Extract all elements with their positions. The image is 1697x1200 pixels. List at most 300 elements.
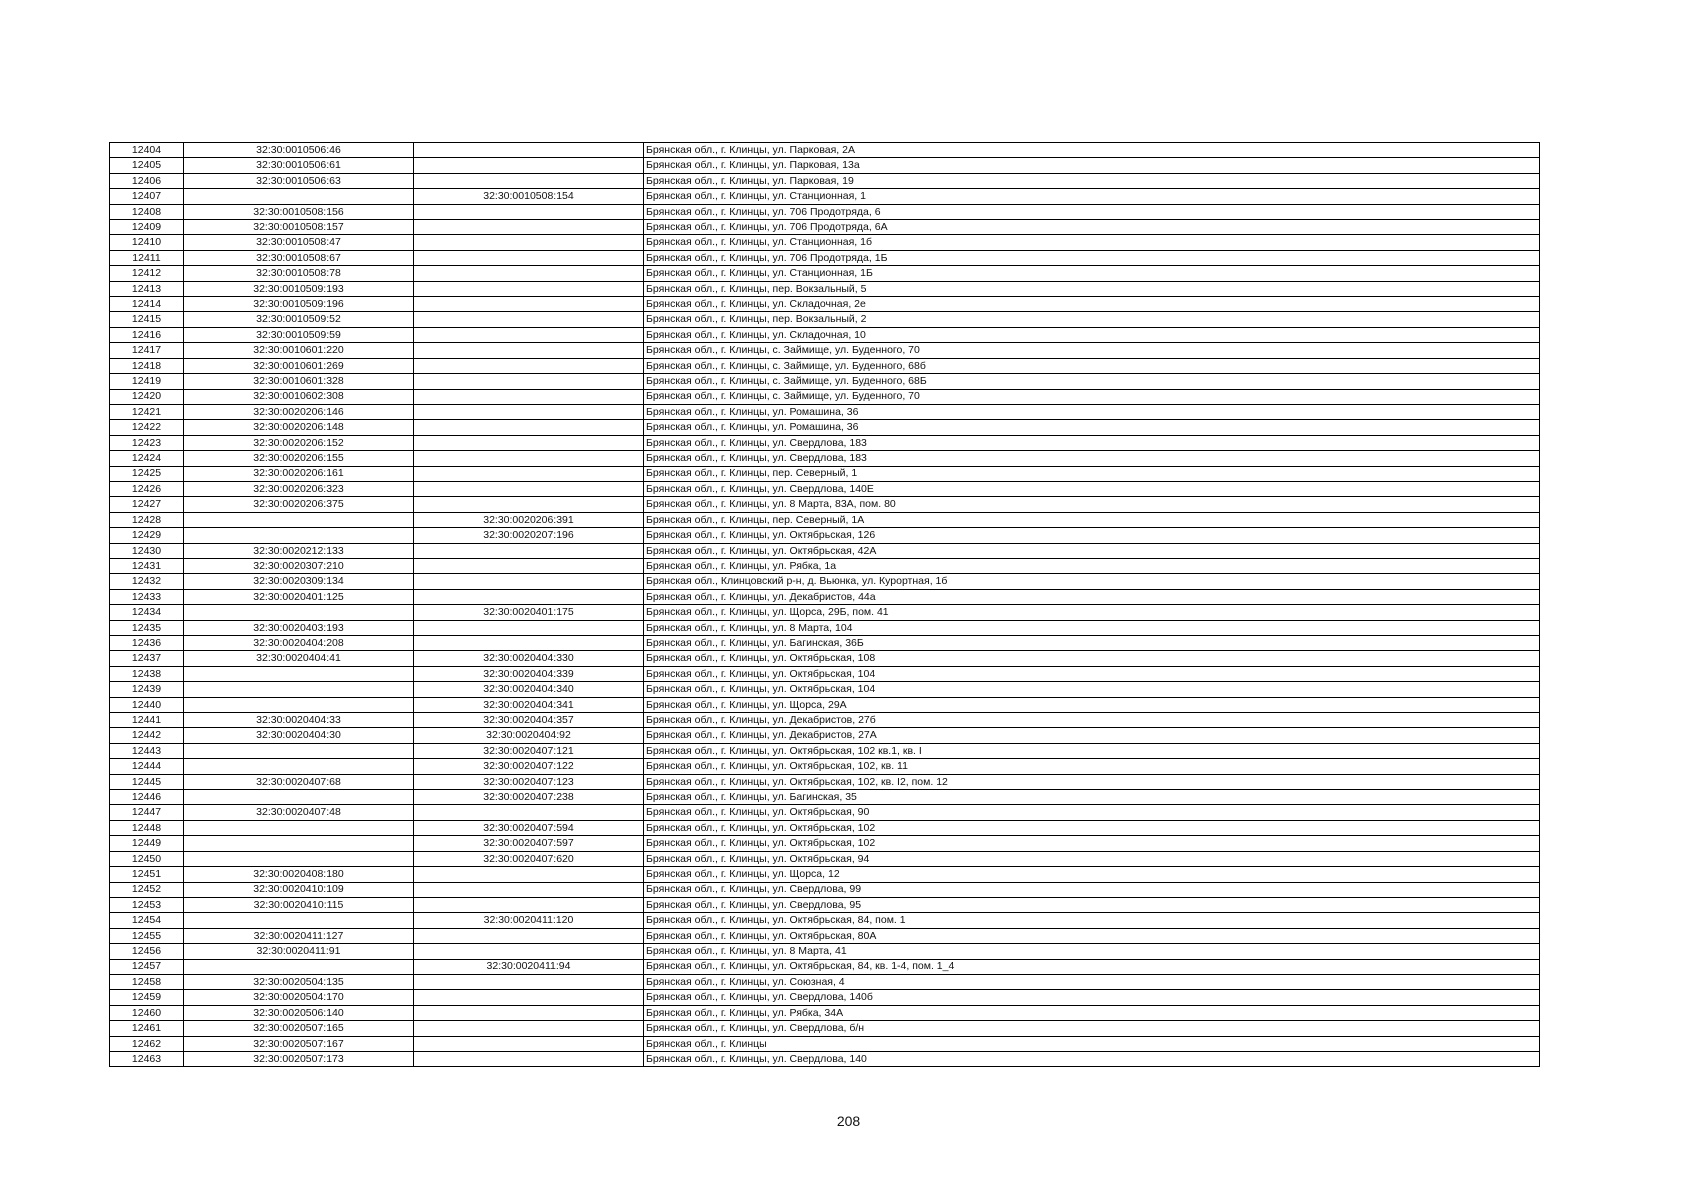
related-cadastral-number-cell: 32:30:0020407:620 [414,851,644,866]
row-number-cell: 12447 [110,805,184,820]
cadastral-number-cell: 32:30:0020507:173 [184,1051,414,1066]
table-row [110,466,1540,481]
address-cell: Брянская обл., г. Клинцы, ул. Октябрьская, 102, кв. 11 [644,759,1540,774]
address-cell: Брянская обл., г. Клинцы, с. Займище, ул. Буденного, 70 [644,343,1540,358]
row-number-cell: 12414 [110,297,184,312]
table-row [110,959,1540,974]
table-row [110,682,1540,697]
address-cell: Брянская обл., г. Клинцы, с. Займище, ул. Буденного, 68б [644,358,1540,373]
related-cadastral-number-cell [414,497,644,512]
address-cell: Брянская обл., г. Клинцы, ул. Станционная, 1Б [644,266,1540,281]
row-number-cell: 12448 [110,820,184,835]
row-number-cell: 12407 [110,189,184,204]
table-row [110,297,1540,312]
table-row [110,867,1540,882]
row-number-cell: 12446 [110,790,184,805]
address-cell: Брянская обл., г. Клинцы, ул. Багинская, 36Б [644,636,1540,651]
row-number-cell: 12455 [110,928,184,943]
related-cadastral-number-cell [414,266,644,281]
table-row [110,497,1540,512]
cadastral-number-cell: 32:30:0010508:78 [184,266,414,281]
address-cell: Брянская обл., г. Клинцы, ул. 706 Продотряда, 6А [644,220,1540,235]
cadastral-number-cell: 32:30:0020404:33 [184,713,414,728]
address-cell: Брянская обл., г. Клинцы, ул. Парковая, 2А [644,143,1540,158]
address-cell: Брянская обл., г. Клинцы, ул. Свердлова, 140б [644,990,1540,1005]
table-row [110,343,1540,358]
address-cell: Брянская обл., г. Клинцы, пер. Вокзальный, 5 [644,281,1540,296]
row-number-cell: 12405 [110,158,184,173]
table-row [110,143,1540,158]
cadastral-number-cell: 32:30:0010506:61 [184,158,414,173]
table-row [110,666,1540,681]
table-row [110,713,1540,728]
table-row [110,358,1540,373]
cadastral-number-cell: 32:30:0010506:63 [184,173,414,188]
row-number-cell: 12425 [110,466,184,481]
related-cadastral-number-cell [414,558,644,573]
related-cadastral-number-cell [414,882,644,897]
address-cell: Брянская обл., г. Клинцы, ул. Октябрьская, 84, пом. 1 [644,913,1540,928]
cadastral-number-cell: 32:30:0010506:46 [184,143,414,158]
address-cell: Брянская обл., г. Клинцы, ул. Октябрьская, 104 [644,682,1540,697]
table-row [110,882,1540,897]
related-cadastral-number-cell [414,1005,644,1020]
related-cadastral-number-cell [414,173,644,188]
row-number-cell: 12410 [110,235,184,250]
address-cell: Брянская обл., г. Клинцы, ул. Октябрьская, 126 [644,528,1540,543]
address-cell: Брянская обл., г. Клинцы, ул. Октябрьская, 42А [644,543,1540,558]
related-cadastral-number-cell [414,374,644,389]
cadastral-number-cell: 32:30:0020212:133 [184,543,414,558]
table-row [110,928,1540,943]
cadastral-number-cell [184,512,414,527]
row-number-cell: 12437 [110,651,184,666]
row-number-cell: 12404 [110,143,184,158]
table-row [110,189,1540,204]
address-cell: Брянская обл., г. Клинцы, ул. Ромашина, 36 [644,404,1540,419]
related-cadastral-number-cell [414,404,644,419]
row-number-cell: 12439 [110,682,184,697]
cadastral-number-cell: 32:30:0020507:165 [184,1021,414,1036]
related-cadastral-number-cell [414,358,644,373]
row-number-cell: 12419 [110,374,184,389]
row-number-cell: 12426 [110,481,184,496]
table-row [110,728,1540,743]
related-cadastral-number-cell [414,636,644,651]
row-number-cell: 12428 [110,512,184,527]
related-cadastral-number-cell: 32:30:0020407:594 [414,820,644,835]
cadastral-number-cell: 32:30:0010601:269 [184,358,414,373]
table-row [110,636,1540,651]
related-cadastral-number-cell [414,589,644,604]
related-cadastral-number-cell [414,143,644,158]
row-number-cell: 12420 [110,389,184,404]
address-cell: Брянская обл., г. Клинцы, пер. Северный, 1 [644,466,1540,481]
cadastral-number-cell [184,528,414,543]
table-row [110,543,1540,558]
cadastral-number-cell [184,682,414,697]
address-cell: Брянская обл., г. Клинцы, ул. Станционная, 1 [644,189,1540,204]
related-cadastral-number-cell: 32:30:0020407:121 [414,743,644,758]
address-cell: Брянская обл., г. Клинцы, ул. 8 Марта, 83А, пом. 80 [644,497,1540,512]
table-row [110,327,1540,342]
cadastral-number-cell: 32:30:0020504:135 [184,974,414,989]
cadastral-number-cell: 32:30:0020410:109 [184,882,414,897]
row-number-cell: 12416 [110,327,184,342]
row-number-cell: 12411 [110,250,184,265]
table-row [110,790,1540,805]
address-cell: Брянская обл., г. Клинцы, ул. Декабристов, 27б [644,713,1540,728]
related-cadastral-number-cell [414,281,644,296]
row-number-cell: 12445 [110,774,184,789]
table-row [110,250,1540,265]
row-number-cell: 12418 [110,358,184,373]
cadastral-number-cell: 32:30:0020309:134 [184,574,414,589]
cadastral-number-cell [184,790,414,805]
address-cell: Брянская обл., г. Клинцы, ул. 706 Продотряда, 1Б [644,250,1540,265]
row-number-cell: 12461 [110,1021,184,1036]
cadastral-number-cell: 32:30:0020307:210 [184,558,414,573]
table-row [110,481,1540,496]
row-number-cell: 12441 [110,713,184,728]
address-cell: Брянская обл., г. Клинцы, ул. Декабристов, 27А [644,728,1540,743]
cadastral-number-cell: 32:30:0020206:152 [184,435,414,450]
row-number-cell: 12427 [110,497,184,512]
row-number-cell: 12409 [110,220,184,235]
related-cadastral-number-cell: 32:30:0020401:175 [414,605,644,620]
table-row [110,528,1540,543]
row-number-cell: 12432 [110,574,184,589]
address-cell: Брянская обл., г. Клинцы, ул. Щорса, 29Б, пом. 41 [644,605,1540,620]
related-cadastral-number-cell: 32:30:0020207:196 [414,528,644,543]
cadastral-number-cell: 32:30:0020504:170 [184,990,414,1005]
row-number-cell: 12462 [110,1036,184,1051]
table-row [110,158,1540,173]
table-row [110,897,1540,912]
related-cadastral-number-cell [414,327,644,342]
cadastral-number-cell [184,743,414,758]
table-row [110,281,1540,296]
row-number-cell: 12460 [110,1005,184,1020]
row-number-cell: 12424 [110,451,184,466]
cadastral-number-cell [184,605,414,620]
row-number-cell: 12406 [110,173,184,188]
cadastral-number-cell [184,697,414,712]
table-row [110,1051,1540,1066]
table-row [110,558,1540,573]
cadastral-number-cell [184,759,414,774]
table-row [110,574,1540,589]
address-cell: Брянская обл., г. Клинцы, ул. 8 Марта, 104 [644,620,1540,635]
table-row [110,620,1540,635]
address-cell: Брянская обл., г. Клинцы, пер. Северный, 1А [644,512,1540,527]
cadastral-number-cell: 32:30:0010602:308 [184,389,414,404]
table-row [110,651,1540,666]
related-cadastral-number-cell: 32:30:0020404:92 [414,728,644,743]
related-cadastral-number-cell [414,451,644,466]
address-cell: Брянская обл., г. Клинцы, ул. Октябрьская, 102 [644,820,1540,835]
address-cell: Брянская обл., г. Клинцы, ул. Свердлова, 140 [644,1051,1540,1066]
address-cell: Брянская обл., г. Клинцы, ул. Парковая, 19 [644,173,1540,188]
cadastral-number-cell: 32:30:0020404:30 [184,728,414,743]
cadastral-number-cell: 32:30:0020410:115 [184,897,414,912]
table-row [110,420,1540,435]
address-cell: Брянская обл., г. Клинцы, ул. Декабристов, 44а [644,589,1540,604]
address-cell: Брянская обл., г. Клинцы, ул. Свердлова, 183 [644,451,1540,466]
cadastral-number-cell [184,666,414,681]
cadastral-number-cell [184,851,414,866]
related-cadastral-number-cell: 32:30:0020404:330 [414,651,644,666]
address-cell: Брянская обл., г. Клинцы, ул. Октябрьская, 102 кв.1, кв. I [644,743,1540,758]
address-cell: Брянская обл., г. Клинцы, ул. Октябрьская, 102, кв. I2, пом. 12 [644,774,1540,789]
address-cell: Брянская обл., г. Клинцы, ул. Ромашина, 36 [644,420,1540,435]
address-cell: Брянская обл., г. Клинцы, ул. Октябрьская, 84, кв. 1-4, пом. 1_4 [644,959,1540,974]
table-row [110,204,1540,219]
table-row [110,512,1540,527]
cadastral-number-cell [184,959,414,974]
cadastral-number-cell: 32:30:0020408:180 [184,867,414,882]
related-cadastral-number-cell [414,620,644,635]
related-cadastral-number-cell [414,990,644,1005]
address-cell: Брянская обл., г. Клинцы, ул. Щорса, 12 [644,867,1540,882]
related-cadastral-number-cell: 32:30:0020407:122 [414,759,644,774]
table-row [110,451,1540,466]
related-cadastral-number-cell [414,944,644,959]
row-number-cell: 12453 [110,897,184,912]
table-body [110,143,1540,1067]
table-row [110,220,1540,235]
address-cell: Брянская обл., г. Клинцы, с. Займище, ул. Буденного, 70 [644,389,1540,404]
row-number-cell: 12451 [110,867,184,882]
related-cadastral-number-cell: 32:30:0020407:123 [414,774,644,789]
address-cell: Брянская обл., г. Клинцы, ул. Октябрьская, 90 [644,805,1540,820]
address-cell: Брянская обл., г. Клинцы, пер. Вокзальный, 2 [644,312,1540,327]
table-row [110,990,1540,1005]
table-row [110,266,1540,281]
table-row [110,435,1540,450]
cadastral-number-cell: 32:30:0020411:127 [184,928,414,943]
address-cell: Брянская обл., г. Клинцы, ул. Парковая, 13а [644,158,1540,173]
row-number-cell: 12458 [110,974,184,989]
table-row [110,235,1540,250]
cadastral-number-cell: 32:30:0020206:375 [184,497,414,512]
cadastral-number-cell: 32:30:0010508:157 [184,220,414,235]
table-row [110,774,1540,789]
row-number-cell: 12434 [110,605,184,620]
cadastral-number-cell: 32:30:0020407:68 [184,774,414,789]
related-cadastral-number-cell [414,974,644,989]
row-number-cell: 12415 [110,312,184,327]
row-number-cell: 12456 [110,944,184,959]
table-row [110,759,1540,774]
row-number-cell: 12440 [110,697,184,712]
address-cell: Брянская обл., г. Клинцы, ул. Рябка, 34А [644,1005,1540,1020]
related-cadastral-number-cell [414,435,644,450]
cadastral-number-cell [184,836,414,851]
address-cell: Брянская обл., г. Клинцы, ул. Свердлова, 183 [644,435,1540,450]
address-cell: Брянская обл., Клинцовский р-н, д. Вьюнка, ул. Курортная, 1б [644,574,1540,589]
address-cell: Брянская обл., г. Клинцы, ул. Свердлова, б/н [644,1021,1540,1036]
related-cadastral-number-cell [414,297,644,312]
row-number-cell: 12431 [110,558,184,573]
cadastral-number-cell: 32:30:0020206:161 [184,466,414,481]
address-cell: Брянская обл., г. Клинцы, ул. Октябрьская, 108 [644,651,1540,666]
related-cadastral-number-cell [414,805,644,820]
table-row [110,312,1540,327]
cadastral-number-cell: 32:30:0010509:196 [184,297,414,312]
registry-table [109,142,1540,1067]
related-cadastral-number-cell [414,928,644,943]
related-cadastral-number-cell [414,466,644,481]
related-cadastral-number-cell [414,204,644,219]
row-number-cell: 12436 [110,636,184,651]
address-cell: Брянская обл., г. Клинцы, ул. Октябрьская, 94 [644,851,1540,866]
table-row [110,404,1540,419]
address-cell: Брянская обл., г. Клинцы [644,1036,1540,1051]
address-cell: Брянская обл., г. Клинцы, ул. Октябрьская, 80А [644,928,1540,943]
cadastral-number-cell [184,820,414,835]
related-cadastral-number-cell [414,220,644,235]
cadastral-number-cell: 32:30:0020206:155 [184,451,414,466]
table-row [110,605,1540,620]
row-number-cell: 12417 [110,343,184,358]
related-cadastral-number-cell [414,574,644,589]
cadastral-number-cell: 32:30:0010508:47 [184,235,414,250]
related-cadastral-number-cell [414,1051,644,1066]
cadastral-number-cell: 32:30:0020507:167 [184,1036,414,1051]
table-row [110,805,1540,820]
cadastral-number-cell: 32:30:0020206:148 [184,420,414,435]
address-cell: Брянская обл., г. Клинцы, ул. Станционная, 1б [644,235,1540,250]
row-number-cell: 12413 [110,281,184,296]
row-number-cell: 12422 [110,420,184,435]
page-number: 208 [836,1113,861,1129]
related-cadastral-number-cell: 32:30:0020411:120 [414,913,644,928]
related-cadastral-number-cell [414,481,644,496]
related-cadastral-number-cell [414,343,644,358]
table-row [110,389,1540,404]
row-number-cell: 12430 [110,543,184,558]
related-cadastral-number-cell [414,312,644,327]
address-cell: Брянская обл., г. Клинцы, ул. Октябрьская, 102 [644,836,1540,851]
address-cell: Брянская обл., г. Клинцы, ул. Октябрьская, 104 [644,666,1540,681]
row-number-cell: 12463 [110,1051,184,1066]
address-cell: Брянская обл., г. Клинцы, ул. 706 Продотряда, 6 [644,204,1540,219]
cadastral-number-cell: 32:30:0010508:67 [184,250,414,265]
table-row [110,697,1540,712]
cadastral-number-cell: 32:30:0020206:146 [184,404,414,419]
row-number-cell: 12423 [110,435,184,450]
related-cadastral-number-cell [414,543,644,558]
related-cadastral-number-cell [414,250,644,265]
cadastral-number-cell: 32:30:0010601:328 [184,374,414,389]
row-number-cell: 12449 [110,836,184,851]
table-row [110,836,1540,851]
cadastral-number-cell: 32:30:0020506:140 [184,1005,414,1020]
row-number-cell: 12433 [110,589,184,604]
cadastral-number-cell: 32:30:0010508:156 [184,204,414,219]
row-number-cell: 12442 [110,728,184,743]
address-cell: Брянская обл., г. Клинцы, ул. Щорса, 29А [644,697,1540,712]
related-cadastral-number-cell [414,389,644,404]
row-number-cell: 12435 [110,620,184,635]
row-number-cell: 12444 [110,759,184,774]
related-cadastral-number-cell: 32:30:0020206:391 [414,512,644,527]
related-cadastral-number-cell: 32:30:0020404:340 [414,682,644,697]
related-cadastral-number-cell [414,158,644,173]
row-number-cell: 12421 [110,404,184,419]
address-cell: Брянская обл., г. Клинцы, ул. Складочная, 2е [644,297,1540,312]
row-number-cell: 12452 [110,882,184,897]
row-number-cell: 12450 [110,851,184,866]
table-row [110,1036,1540,1051]
table-row [110,820,1540,835]
related-cadastral-number-cell [414,1036,644,1051]
cadastral-number-cell: 32:30:0020206:323 [184,481,414,496]
cadastral-number-cell: 32:30:0020407:48 [184,805,414,820]
table-row [110,173,1540,188]
related-cadastral-number-cell: 32:30:0020407:597 [414,836,644,851]
cadastral-number-cell: 32:30:0020403:193 [184,620,414,635]
table-row [110,1005,1540,1020]
table-row [110,851,1540,866]
cadastral-number-cell: 32:30:0010509:52 [184,312,414,327]
row-number-cell: 12454 [110,913,184,928]
row-number-cell: 12457 [110,959,184,974]
related-cadastral-number-cell: 32:30:0020411:94 [414,959,644,974]
related-cadastral-number-cell [414,1021,644,1036]
related-cadastral-number-cell: 32:30:0020404:341 [414,697,644,712]
cadastral-number-cell: 32:30:0020411:91 [184,944,414,959]
table-row [110,743,1540,758]
related-cadastral-number-cell [414,867,644,882]
table-row [110,974,1540,989]
cadastral-number-cell: 32:30:0020401:125 [184,589,414,604]
cadastral-number-cell: 32:30:0010509:193 [184,281,414,296]
table-row [110,944,1540,959]
row-number-cell: 12438 [110,666,184,681]
address-cell: Брянская обл., г. Клинцы, с. Займище, ул. Буденного, 68Б [644,374,1540,389]
cadastral-number-cell [184,913,414,928]
related-cadastral-number-cell [414,235,644,250]
related-cadastral-number-cell [414,897,644,912]
related-cadastral-number-cell: 32:30:0020404:357 [414,713,644,728]
cadastral-number-cell: 32:30:0020404:41 [184,651,414,666]
related-cadastral-number-cell: 32:30:0010508:154 [414,189,644,204]
address-cell: Брянская обл., г. Клинцы, ул. Рябка, 1а [644,558,1540,573]
related-cadastral-number-cell: 32:30:0020407:238 [414,790,644,805]
row-number-cell: 12412 [110,266,184,281]
related-cadastral-number-cell: 32:30:0020404:339 [414,666,644,681]
table-row [110,374,1540,389]
address-cell: Брянская обл., г. Клинцы, ул. 8 Марта, 41 [644,944,1540,959]
table-row [110,913,1540,928]
address-cell: Брянская обл., г. Клинцы, ул. Свердлова, 95 [644,897,1540,912]
row-number-cell: 12429 [110,528,184,543]
cadastral-number-cell: 32:30:0010509:59 [184,327,414,342]
related-cadastral-number-cell [414,420,644,435]
address-cell: Брянская обл., г. Клинцы, ул. Союзная, 4 [644,974,1540,989]
row-number-cell: 12443 [110,743,184,758]
address-cell: Брянская обл., г. Клинцы, ул. Свердлова, 140Е [644,481,1540,496]
address-cell: Брянская обл., г. Клинцы, ул. Складочная, 10 [644,327,1540,342]
address-cell: Брянская обл., г. Клинцы, ул. Багинская, 35 [644,790,1540,805]
row-number-cell: 12408 [110,204,184,219]
table-row [110,1021,1540,1036]
cadastral-number-cell: 32:30:0020404:208 [184,636,414,651]
row-number-cell: 12459 [110,990,184,1005]
address-cell: Брянская обл., г. Клинцы, ул. Свердлова, 99 [644,882,1540,897]
